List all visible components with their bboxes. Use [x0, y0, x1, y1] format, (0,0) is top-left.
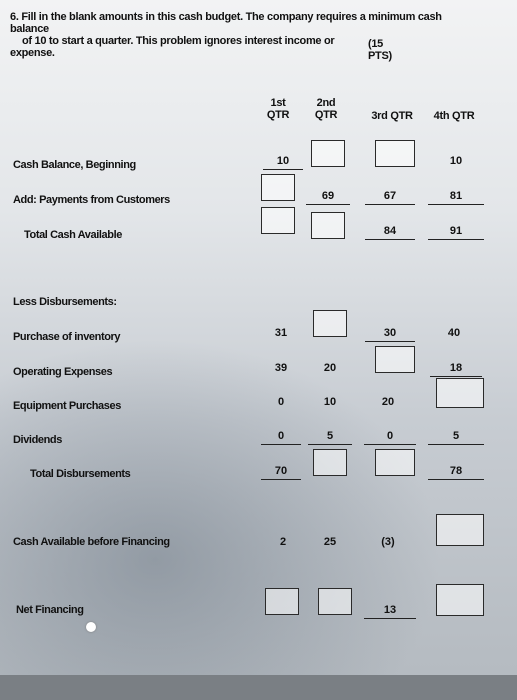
cell-q4-inventory: 40	[447, 327, 461, 339]
cell-q2-equipment: 10	[323, 396, 337, 408]
column-header-q4: 4th QTR	[433, 110, 475, 122]
row-label-cash-begin: Cash Balance, Beginning	[13, 159, 136, 171]
cell-q2-operating: 20	[323, 362, 337, 374]
cell-q3-equipment: 20	[381, 396, 395, 408]
cell-q4-operating: 18	[430, 362, 482, 377]
row-label-before-financing: Cash Available before Financing	[13, 536, 170, 548]
blank-q1-net-financing[interactable]	[265, 588, 299, 615]
cell-q2-dividends: 5	[308, 430, 352, 445]
question-line-2: balance	[10, 23, 49, 35]
cell-q1-inventory: 31	[274, 327, 288, 339]
cell-q3-before-financing: (3)	[381, 536, 395, 548]
cell-q4-payments: 81	[428, 190, 484, 205]
blank-q4-net-financing[interactable]	[436, 584, 484, 616]
row-label-operating: Operating Expenses	[13, 366, 113, 378]
row-label-payments: Add: Payments from Customers	[13, 194, 170, 206]
cell-q4-dividends: 5	[428, 430, 484, 445]
cell-q1-cash-begin: 10	[263, 155, 303, 170]
column-header-q1-line1: 1st	[270, 97, 286, 109]
cell-q4-total-available: 91	[428, 225, 484, 240]
blank-q1-payments[interactable]	[261, 174, 295, 201]
cell-q3-inventory: 30	[365, 327, 415, 342]
blank-q4-equipment[interactable]	[436, 378, 484, 408]
row-label-inventory: Purchase of inventory	[13, 331, 121, 343]
points-line-2: PTS)	[368, 50, 392, 62]
cell-q3-net-financing: 13	[364, 604, 416, 619]
question-line-1: 6. Fill in the blank amounts in this cash budget. The company requires a minimum cash	[10, 11, 442, 23]
cell-q1-dividends: 0	[261, 430, 301, 445]
column-header-q3: 3rd QTR	[371, 110, 413, 122]
question-line-4: expense.	[10, 47, 55, 59]
blank-q4-before-financing[interactable]	[436, 514, 484, 546]
cell-q2-payments: 69	[306, 190, 350, 205]
blank-q2-total-disbursements[interactable]	[313, 449, 347, 476]
question-line-3: of 10 to start a quarter. This problem ignores interest income or	[22, 35, 335, 47]
blank-q2-net-financing[interactable]	[318, 588, 352, 615]
blank-q2-total-available[interactable]	[311, 212, 345, 239]
blank-q3-cash-begin[interactable]	[375, 140, 415, 167]
cell-q3-dividends: 0	[364, 430, 416, 445]
cell-q1-before-financing: 2	[279, 536, 287, 548]
column-header-q2-line2: QTR	[314, 109, 338, 121]
cell-q3-total-available: 84	[365, 225, 415, 240]
column-header-q2	[306, 97, 346, 121]
points-label	[368, 38, 392, 62]
row-label-dividends: Dividends	[13, 434, 62, 446]
cell-q4-cash-begin: 10	[449, 155, 463, 167]
row-label-less-disbursements: Less Disbursements:	[13, 296, 117, 308]
cell-q1-operating: 39	[274, 362, 288, 374]
row-label-total-available: Total Cash Available	[24, 229, 122, 241]
column-header-q1	[258, 97, 298, 121]
cell-q3-payments: 67	[365, 190, 415, 205]
row-label-total-disbursements: Total Disbursements	[30, 468, 131, 480]
question-text	[10, 11, 500, 59]
column-header-q1-line2: QTR	[266, 109, 290, 121]
blank-q3-total-disbursements[interactable]	[375, 449, 415, 476]
blank-q2-inventory[interactable]	[313, 310, 347, 337]
column-header-q2-line1: 2nd	[316, 97, 336, 109]
row-label-equipment: Equipment Purchases	[13, 400, 121, 412]
row-label-net-financing: Net Financing	[16, 604, 84, 616]
cursor-dot	[86, 622, 96, 632]
cell-q2-before-financing: 25	[323, 536, 337, 548]
blank-q1-total-available[interactable]	[261, 207, 295, 234]
blank-q2-cash-begin[interactable]	[311, 140, 345, 167]
points-line-1: (15	[368, 38, 383, 50]
cell-q1-equipment: 0	[277, 396, 285, 408]
cell-q4-total-disbursements: 78	[428, 465, 484, 480]
blank-q3-operating[interactable]	[375, 346, 415, 373]
cell-q1-total-disbursements: 70	[261, 465, 301, 480]
